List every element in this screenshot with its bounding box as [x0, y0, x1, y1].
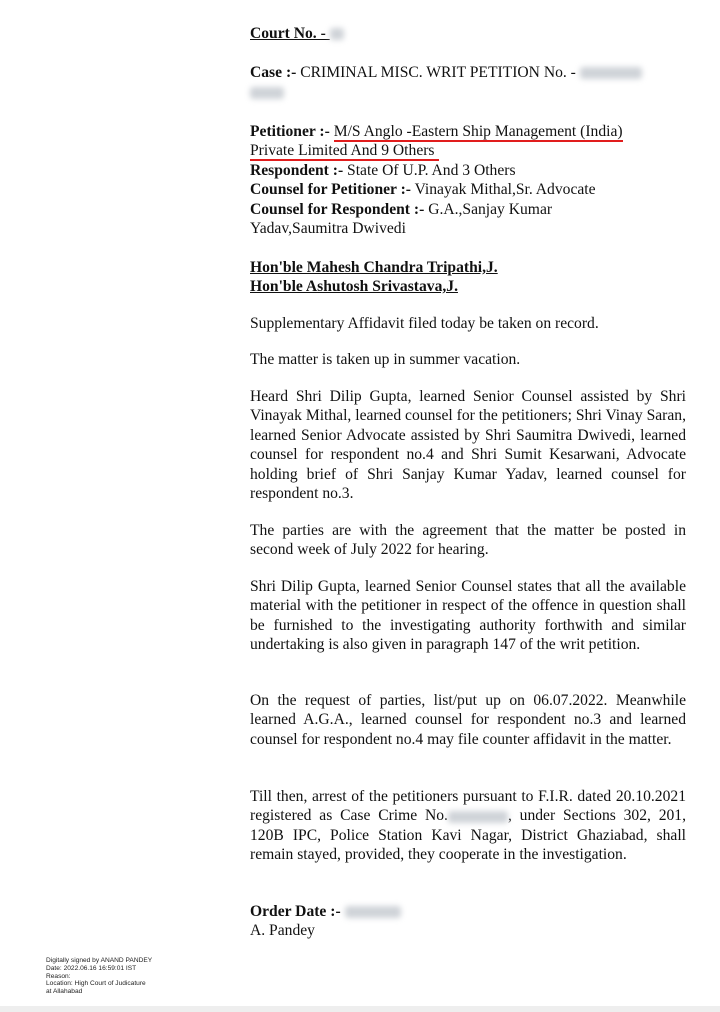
court-number: Court No. -: [250, 24, 344, 43]
paragraph-5: Shri Dilip Gupta, learned Senior Counsel states that all the available material with the petitioner in respect of the offence in question shall be furnished to the investigating authority forthwith and similar undertaking is also given in paragraph 147 of the writ petition.: [250, 578, 686, 654]
paragraph-3: Heard Shri Dilip Gupta, learned Senior Counsel assisted by Shri Vinayak Mithal, learned counsel for the petitioners; Shri Vinay Saran, learned Senior Advocate assisted by Shri Saumitra Dwivedi, learned counsel for respondent no.4 and Shri Sumit Kesarwani, Advocate holding brief of Shri Sanjay Kumar Yadav, learned counsel for respondent no.3.: [250, 388, 686, 503]
respondent-line: Respondent :- State Of U.P. And 3 Others: [250, 162, 516, 179]
redacted-order-date: [345, 906, 401, 918]
order-date-line: Order Date :-: [250, 902, 401, 921]
redacted-case-year: [250, 87, 284, 99]
paragraph-4: The parties are with the agreement that the matter be posted in second week of July 2022 for hearing.: [250, 522, 686, 559]
page-bottom-edge: [0, 1006, 720, 1012]
petitioner-line: Petitioner :- M/S Anglo -Eastern Ship Management (India): [250, 123, 623, 140]
counsel-petitioner-line: Counsel for Petitioner :- Vinayak Mithal,Sr. Advocate: [250, 181, 596, 198]
petitioner-line-2: Private Limited And 9 Others: [250, 141, 439, 160]
signatory: A. Pandey: [250, 922, 315, 939]
paragraph-1: Supplementary Affidavit filed today be taken on record.: [250, 315, 599, 332]
redacted-crime-number: [448, 811, 508, 823]
redacted-court-number: [330, 28, 344, 40]
paragraph-2: The matter is taken up in summer vacation.: [250, 351, 521, 368]
redacted-case-number: [580, 67, 642, 79]
paragraph-6: On the request of parties, list/put up on 06.07.2022. Meanwhile learned A.G.A., learned counsel for respondent no.3 and learned counsel for respondent no.4 may file counter affidavit in the matter.: [250, 692, 686, 748]
paragraph-7: Till then, arrest of the petitioners pursuant to F.I.R. dated 20.10.2021 registered as Case Crime No. , under Sections 302, 201, 120B IPC, Police Station Kavi Nagar, District Ghaziabad, shall remain stayed, provided, they cooperate in the investigation.: [250, 788, 687, 864]
counsel-respondent-line-2: Yadav,Saumitra Dwivedi: [250, 220, 406, 237]
case-line-2: [250, 83, 284, 102]
judge-1: Hon'ble Mahesh Chandra Tripathi,J.: [250, 259, 498, 276]
case-line: Case :- CRIMINAL MISC. WRIT PETITION No. -: [250, 63, 642, 82]
judge-2: Hon'ble Ashutosh Srivastava,J.: [250, 278, 458, 295]
digital-signature-block: Digitally signed by ANAND PANDEY Date: 2022.06.16 16:59:01 IST Reason: Location: High Court of Judicature at Allahabad: [46, 957, 153, 996]
counsel-respondent-line: Counsel for Respondent :- G.A.,Sanjay Kumar: [250, 201, 553, 218]
petitioner-name-highlight: M/S Anglo -Eastern Ship Management (India): [333, 123, 623, 140]
